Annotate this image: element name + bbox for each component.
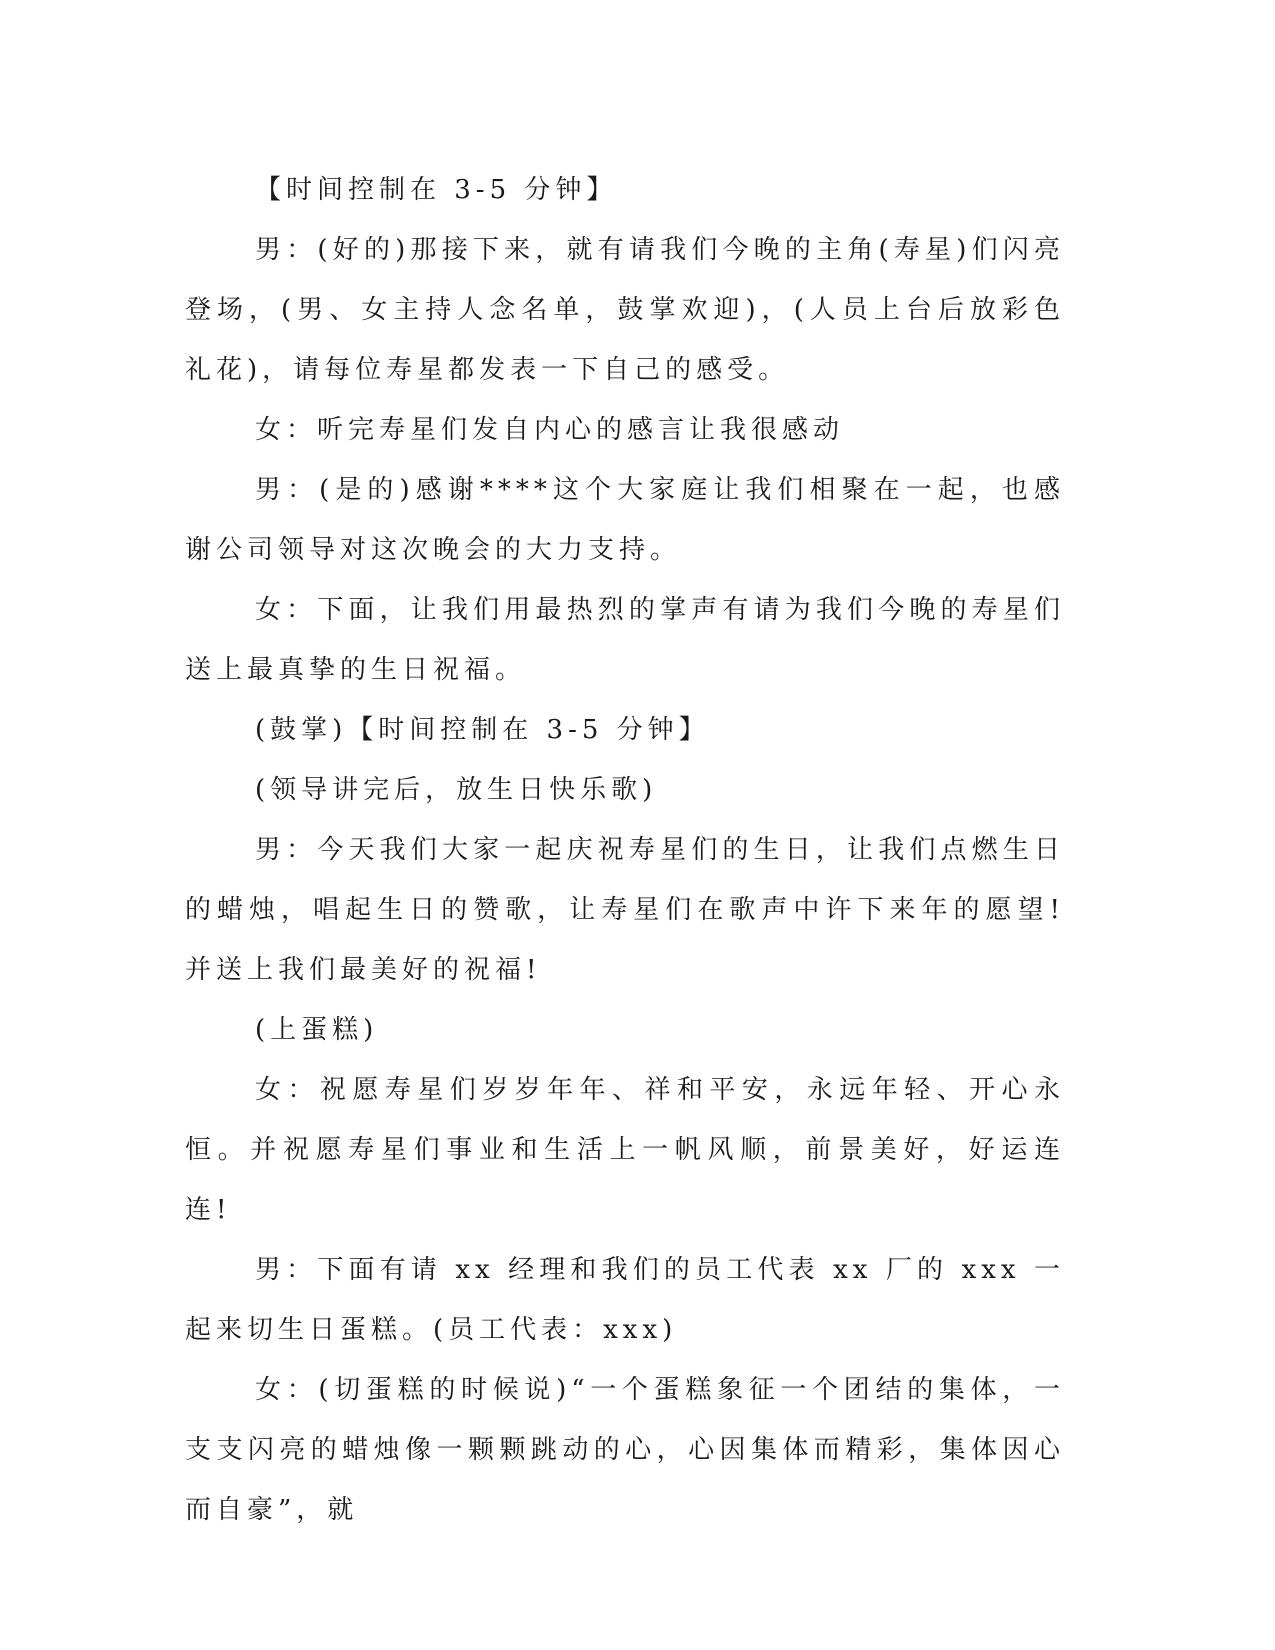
paragraph-male-thanks: 男：(是的)感谢****这个大家庭让我们相聚在一起，也感谢公司领导对这次晚会的大力支持。 xyxy=(185,475,1065,565)
paragraph-applause-time: (鼓掌)【时间控制在 3-5 分钟】 xyxy=(255,715,710,745)
paragraph-female-moved: 女：听完寿星们发自内心的感言让我很感动 xyxy=(255,415,845,445)
paragraph-female-wishes: 女：祝愿寿星们岁岁年年、祥和平安，永远年轻、开心永恒。并祝愿寿星们事业和生活上一帆风顺，前景美好，好运连连! xyxy=(185,1075,1065,1225)
paragraph-birthday-song: (领导讲完后，放生日快乐歌) xyxy=(255,775,658,805)
paragraph-male-candles: 男：今天我们大家一起庆祝寿星们的生日，让我们点燃生日的蜡烛，唱起生日的赞歌，让寿星们在歌声中许下来年的愿望!并送上我们最美好的祝福! xyxy=(185,835,1065,985)
paragraph-male-cut-cake: 男：下面有请 xx 经理和我们的员工代表 xx 厂的 xxx 一起来切生日蛋糕。(员工代表：xxx) xyxy=(185,1255,1065,1345)
document-body xyxy=(185,160,1065,1540)
paragraph-time-note: 【时间控制在 3-5 分钟】 xyxy=(255,175,618,205)
paragraph-female-cake-speech: 女：(切蛋糕的时候说)“一个蛋糕象征一个团结的集体，一支支闪亮的蜡烛像一颗颗跳动的心，心因集体而精彩，集体因心而自豪”，就 xyxy=(185,1375,1065,1525)
paragraph-cake: (上蛋糕) xyxy=(255,1015,379,1045)
paragraph-male-intro-stars: 男：(好的)那接下来，就有请我们今晚的主角(寿星)们闪亮登场，(男、女主持人念名单，鼓掌欢迎)，(人员上台后放彩色礼花)，请每位寿星都发表一下自己的感受。 xyxy=(185,235,1065,385)
paragraph-female-blessing: 女：下面，让我们用最热烈的掌声有请为我们今晚的寿星们送上最真挚的生日祝福。 xyxy=(185,595,1065,685)
